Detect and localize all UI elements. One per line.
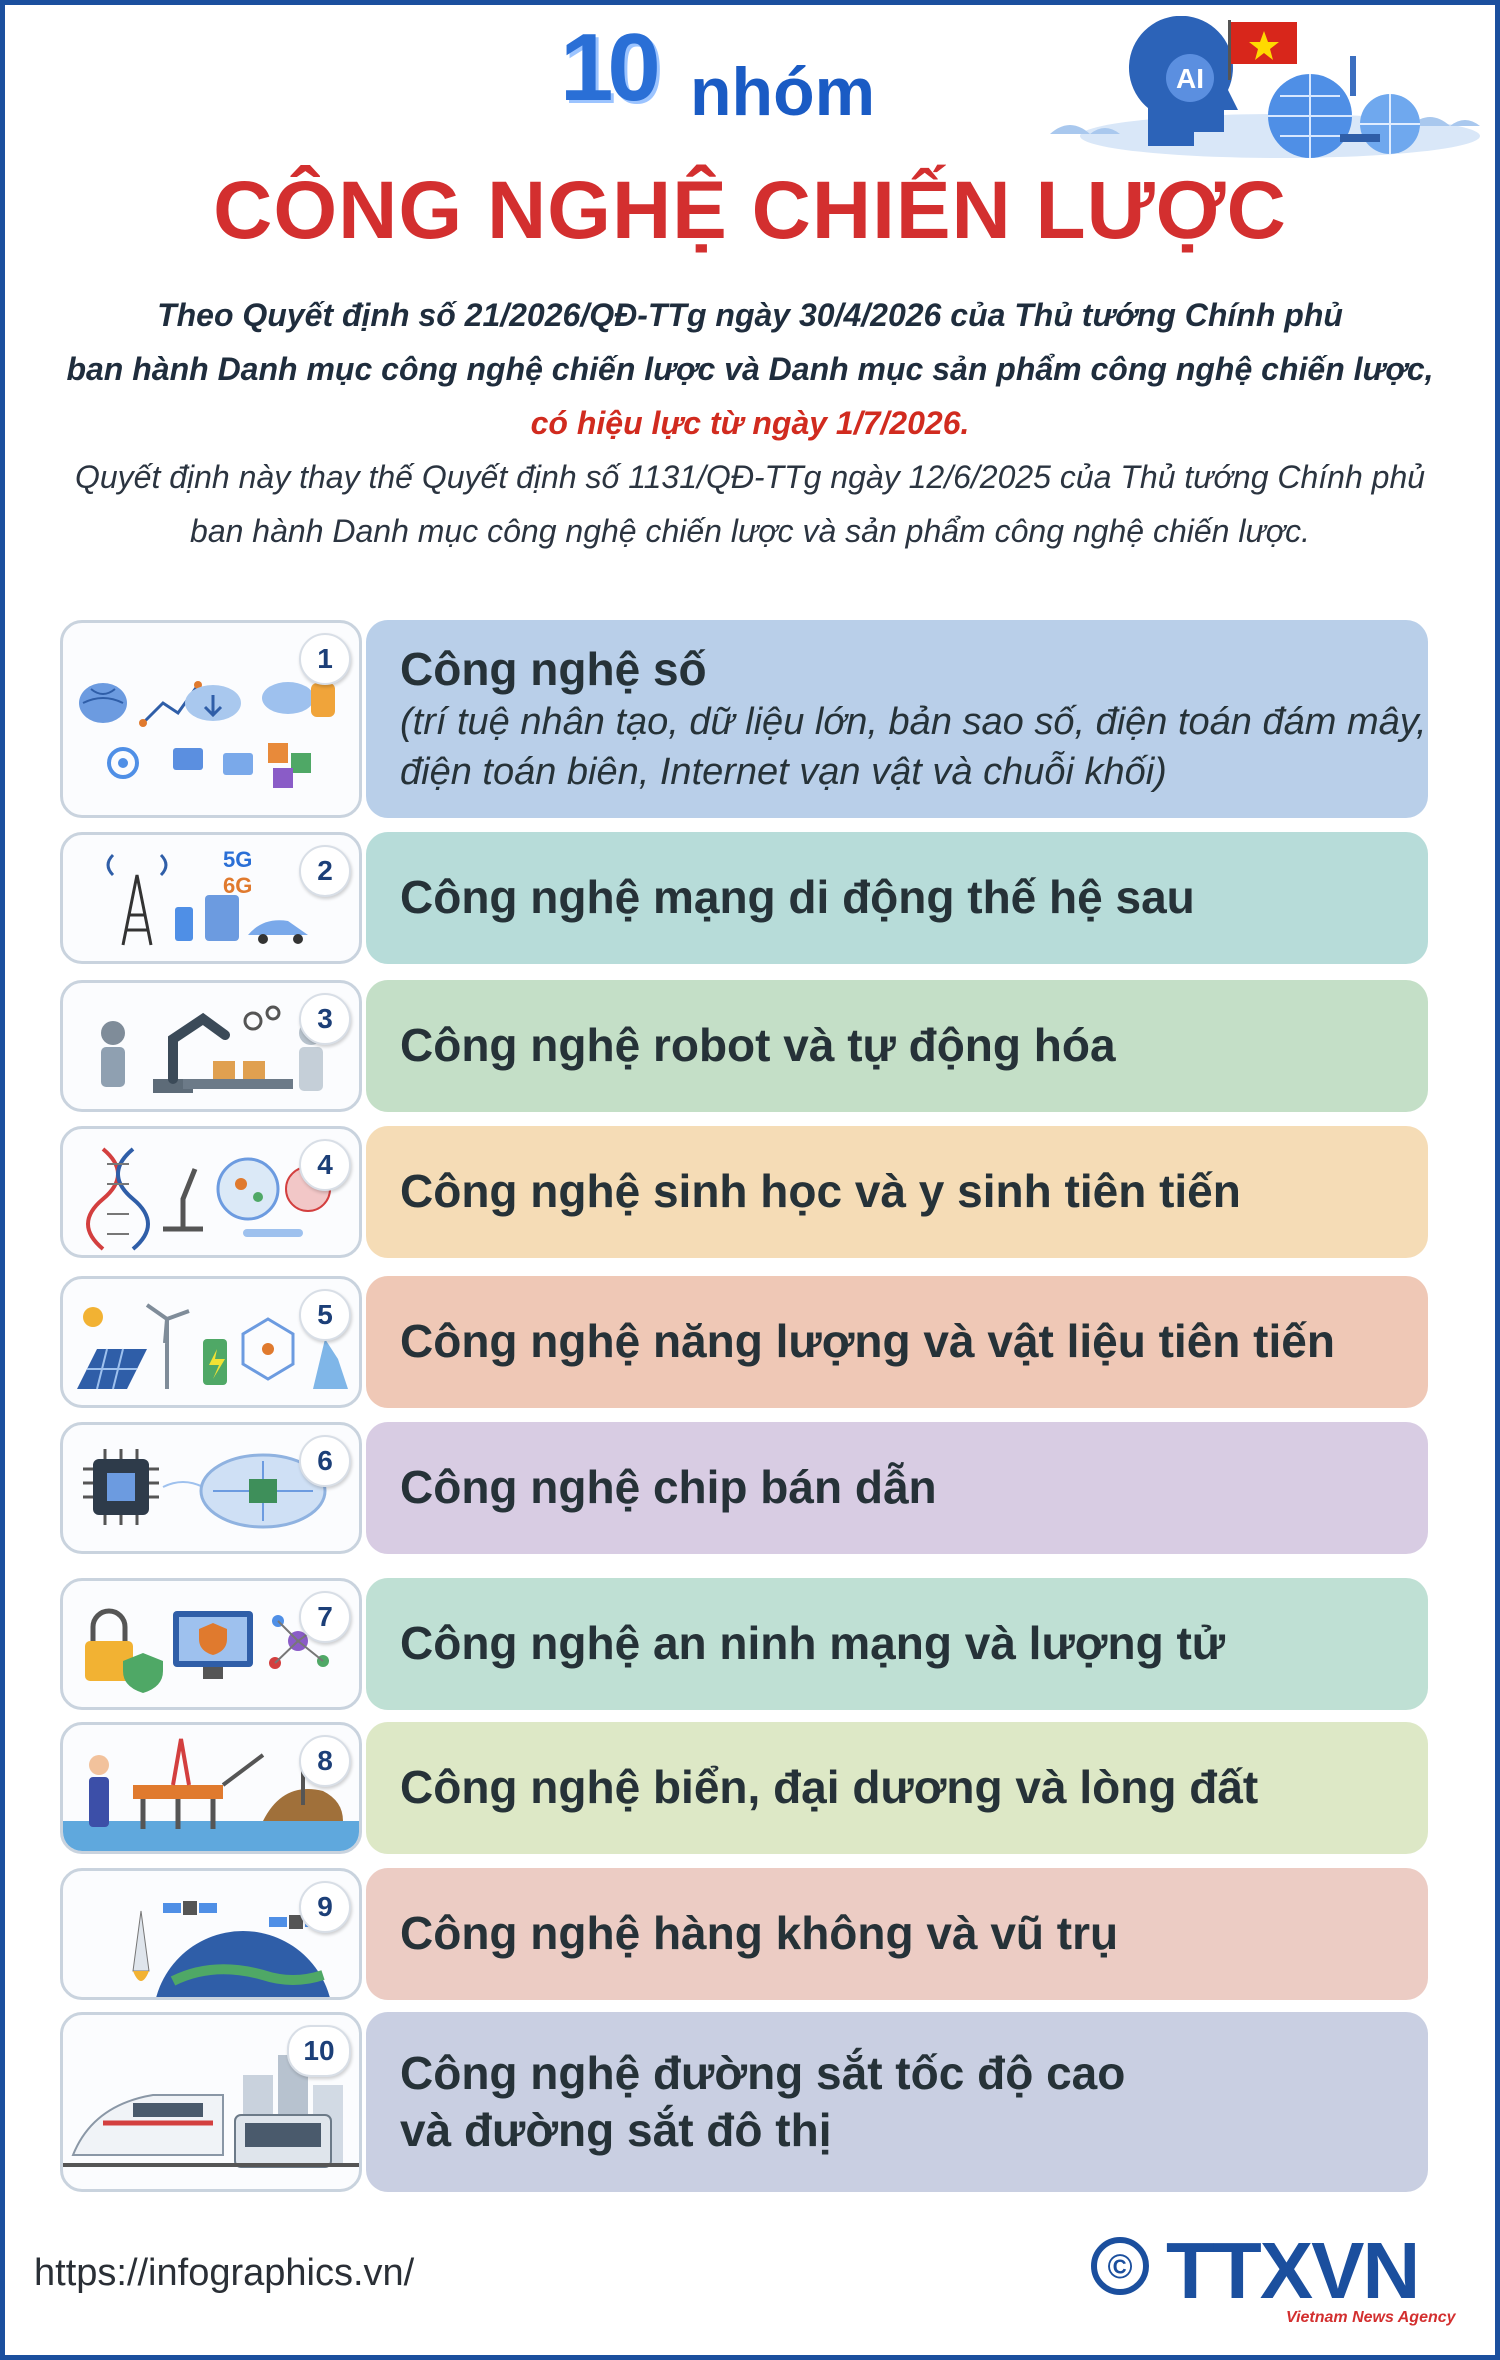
item-label-card (366, 1578, 1428, 1710)
offshore-rig-icon (60, 1722, 362, 1854)
item-title: Công nghệ mạng di động thế hệ sau (400, 871, 1195, 924)
dna-icon (60, 1126, 362, 1258)
source-link[interactable]: https://infographics.vn/ (34, 2252, 415, 2294)
item-number-badge: 3 (299, 993, 351, 1045)
item-subtitle-2: điện toán biên, Internet vạn vật và chuỗi khối) (400, 750, 1167, 793)
space-icon (60, 1868, 362, 2000)
item-title: Công nghệ chip bán dẫn (400, 1461, 937, 1514)
list-item-8 (60, 1722, 1428, 1854)
intro-effective-date: có hiệu lực từ ngày 1/7/2026. (530, 405, 970, 441)
list-item-1 (60, 620, 1428, 818)
item-label-card (366, 1126, 1428, 1258)
item-title: Công nghệ biển, đại dương và lòng đất (400, 1761, 1259, 1814)
chip-icon (60, 1422, 362, 1554)
digital-tech-icon (60, 620, 362, 818)
item-label-card (366, 1722, 1428, 1854)
intro-line-5: ban hành Danh mục công nghệ chiến lược và sản phẩm công nghệ chiến lược. (190, 513, 1310, 549)
svg-text:5G: 5G (223, 847, 253, 872)
item-title: Công nghệ số (400, 642, 707, 695)
intro-line-1: Theo Quyết định số 21/2026/QĐ-TTg ngày 30/4/2026 của Thủ tướng Chính phủ (157, 297, 1343, 333)
item-title: Công nghệ đường sắt tốc độ cao (400, 2046, 1126, 2099)
item-number-badge: 4 (299, 1139, 351, 1191)
list-item-4 (60, 1126, 1428, 1258)
item-subtitle-1: (trí tuệ nhân tạo, dữ liệu lớn, bản sao số, điện toán đám mây, (400, 701, 1427, 744)
item-title: Công nghệ năng lượng và vật liệu tiên tiến (400, 1315, 1335, 1368)
list-item-5 (60, 1276, 1428, 1408)
hero-illustration (1030, 16, 1480, 176)
item-title: Công nghệ hàng không và vũ trụ (400, 1907, 1119, 1960)
item-number-badge: 8 (299, 1735, 351, 1787)
title-number: 10 (560, 14, 655, 121)
item-label-card (366, 980, 1428, 1112)
list-item-2 (60, 832, 1428, 964)
list-item-3 (60, 980, 1428, 1112)
train-icon (60, 2012, 362, 2192)
page-title: CÔNG NGHỆ CHIẾN LƯỢC (213, 165, 1287, 256)
energy-icon (60, 1276, 362, 1408)
item-number-badge: 9 (299, 1881, 351, 1933)
list-item-7 (60, 1578, 1428, 1710)
intro-line-2: ban hành Danh mục công nghệ chiến lược và Danh mục sản phẩm công nghệ chiến lược, (66, 351, 1434, 387)
ai-icon: AI (1176, 63, 1204, 94)
title-word: nhóm (690, 54, 876, 130)
list-item-6 (60, 1422, 1428, 1554)
intro-text (40, 288, 1460, 558)
ttxvn-logo (1086, 2228, 1466, 2328)
item-title: Công nghệ sinh học và y sinh tiên tiến (400, 1165, 1241, 1218)
item-number-badge: 2 (299, 845, 351, 897)
item-label-card (366, 832, 1428, 964)
item-title-line-2: và đường sắt đô thị (400, 2104, 832, 2156)
item-number-badge: 5 (299, 1289, 351, 1341)
item-label-card (366, 1868, 1428, 2000)
item-title: Công nghệ robot và tự động hóa (400, 1019, 1116, 1072)
item-number-badge: 10 (287, 2025, 351, 2077)
robot-icon (60, 980, 362, 1112)
item-label-card (366, 2012, 1428, 2192)
item-label-card (366, 1422, 1428, 1554)
item-number-badge: 1 (299, 633, 351, 685)
list-item-9 (60, 1868, 1428, 2000)
security-icon (60, 1578, 362, 1710)
item-title: Công nghệ an ninh mạng và lượng tử (400, 1617, 1226, 1670)
svg-text:6G: 6G (223, 873, 253, 898)
item-label-card (366, 620, 1428, 818)
list-item-10 (60, 2012, 1428, 2192)
agency-name: Vietnam News Agency (1286, 2309, 1456, 2326)
intro-line-4: Quyết định này thay thế Quyết định số 1131/QĐ-TTg ngày 12/6/2025 của Thủ tướng Chính phủ (74, 459, 1426, 495)
item-number-badge: 6 (299, 1435, 351, 1487)
copyright-icon: © (1107, 2248, 1133, 2286)
item-number-badge: 7 (299, 1591, 351, 1643)
logo-text: TTXVN (1166, 2228, 1419, 2315)
mobile-network-icon (60, 832, 362, 964)
item-label-card (366, 1276, 1428, 1408)
title-top (560, 14, 980, 140)
